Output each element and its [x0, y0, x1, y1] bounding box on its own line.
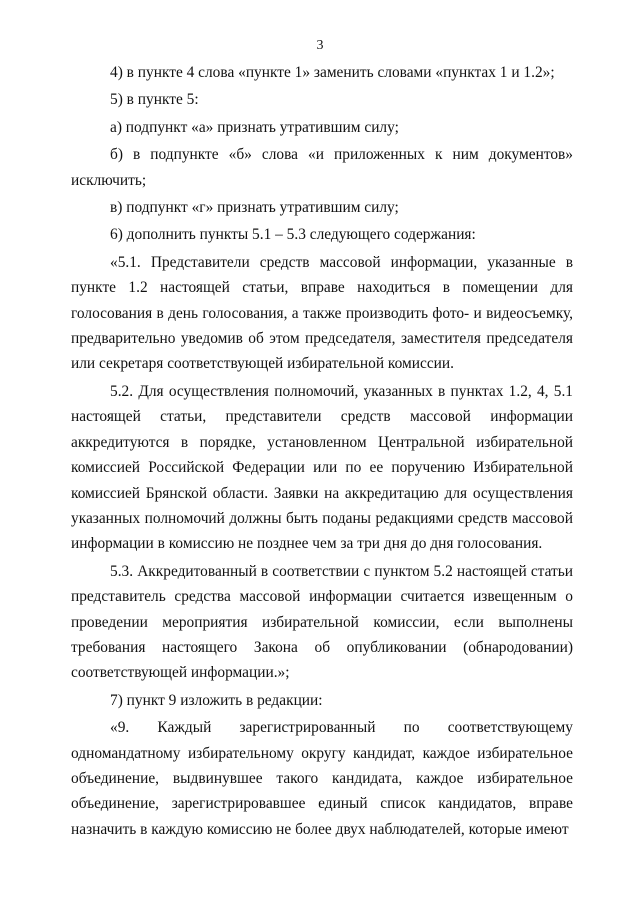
paragraph-5-1: «5.1. Представители средств массовой информации, указанные в пункте 1.2 настоящей статьи, вправе находиться в помещении для голосования в день голосования, а также производить фото- и видеосъемку, предварительно уведомив об этом председателя, заместителя председателя или секретаря соответствующей избирательной комиссии.: [71, 253, 573, 373]
paragraph-subitem-v: в) подпункт «г» признать утратившим силу;: [110, 199, 399, 217]
paragraph-subitem-a: а) подпункт «а» признать утратившим силу;: [110, 118, 399, 136]
page-number: 3: [316, 38, 324, 53]
paragraph-5-2: 5.2. Для осуществления полномочий, указанных в пунктах 1.2, 4, 5.1 настоящей статьи, представители средств массовой информации аккредитуются в порядке, установленном Центральной избирательной комиссией Российской Федерации или по ее поручению Избирательной комиссией Брянской области. Заявки на аккредитацию для осуществления указанных полномочий должны быть поданы редакциями средств массовой информации в комиссию не позднее чем за три дня до дня голосования.: [71, 382, 573, 553]
paragraph-item-6: 6) дополнить пункты 5.1 – 5.3 следующего содержания:: [110, 226, 476, 244]
paragraph-9: «9. Каждый зарегистрированный по соответствующему одномандатному избирательному округу кандидат, каждое избирательное объединение, выдвинувшее такого кандидата, каждое избирательное объединение, зарегистрировавшее единый список кандидатов, вправе назначить в каждую комиссию не более двух наблюдателей, которые имеют: [71, 719, 573, 838]
document-body: [71, 60, 573, 842]
paragraph-item-7: 7) пункт 9 изложить в редакции:: [110, 691, 323, 709]
paragraph-subitem-b: б) в подпункте «б» слова «и приложенных к ним документов» исключить;: [71, 146, 573, 189]
paragraph-item-5: 5) в пункте 5:: [110, 91, 199, 109]
paragraph-item-4: 4) в пункте 4 слова «пункте 1» заменить словами «пунктах 1 и 1.2»;: [110, 64, 555, 81]
paragraph-5-3: 5.3. Аккредитованный в соответствии с пунктом 5.2 настоящей статьи представитель средства массовой информации считается извещенным о проведении мероприятия избирательной комиссии, если выполнены требования настоящего Закона об опубликовании (обнародовании) соответствующей информации.»;: [71, 562, 573, 682]
